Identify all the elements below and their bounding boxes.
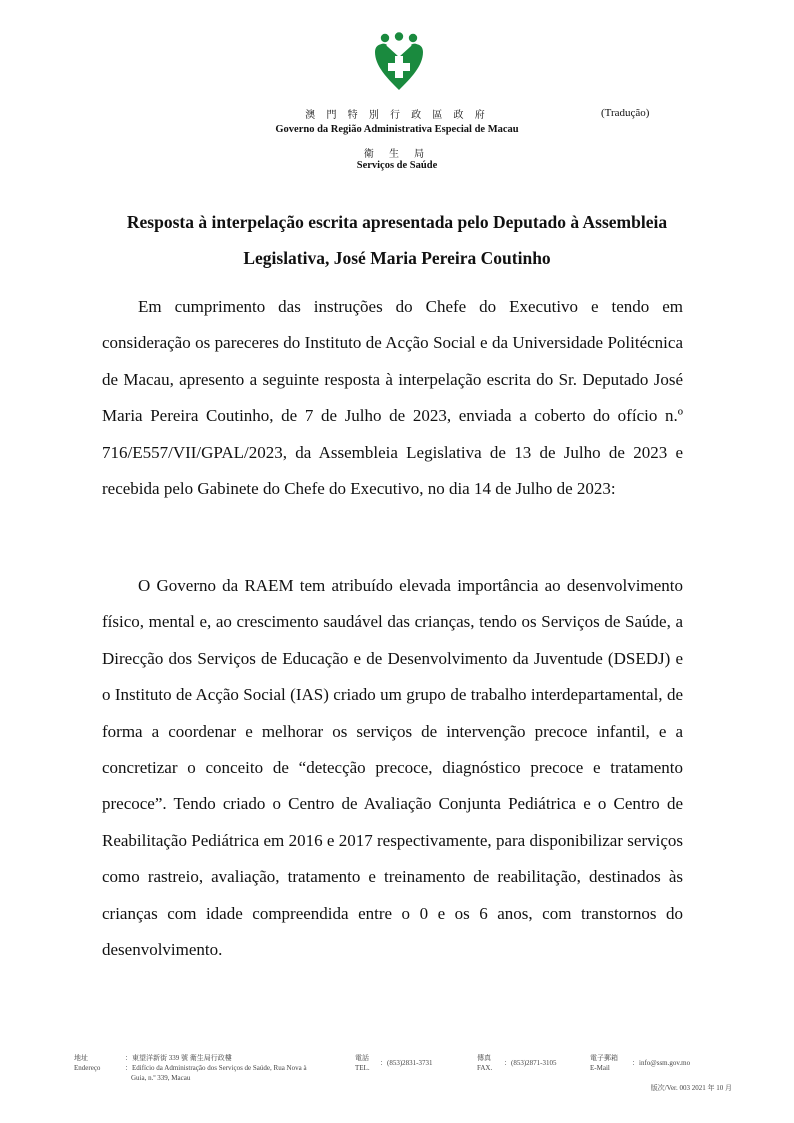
government-name-portuguese: Governo da Região Administrativa Especial de Macau xyxy=(275,124,519,135)
email-address[interactable]: ：info@ssm.gov.mo xyxy=(632,1059,691,1067)
paragraph-1: Em cumprimento das instruções do Chefe do Executivo e tendo em consideração os pareceres do Instituto de Acção Social e da Universidade Politécnica de Macau, apresento a seguinte resposta à interpelação escrita do Sr. Deputado José Maria Pereira Coutinho, de 7 de Julho de 2023, enviada a coberto do ofício n.º 716/E557/VII/GPAL/2023, da Assembleia Legislativa de 13 de Julho de 2023 e recebida pelo Gabinete do Chefe do Executivo, no dia 14 de Julho de 2023: xyxy=(102,297,683,499)
fax-number: ：(853)2871-3105 xyxy=(504,1059,557,1067)
government-name-chinese: 澳 門 特 別 行 政 區 政 府 xyxy=(305,110,489,121)
paragraph-2: O Governo da RAEM tem atribuído elevada importância ao desenvolvimento físico, mental e, ao crescimento saudável das crianças, tendo os Serviços de Saúde, a Direcção dos Serviços de Educação e de Desenvolvimento da Juventude (DSEDJ) e o Instituto de Acção Social (IAS) criado um grupo de trabalho interdepartamental, de forma a coordenar e melhorar os serviços de intervenção precoce infantil, e a concretizar o conceito de “detecção precoce, diagnóstico precoce e tratamento precoce”. Tendo criado o Centro de Avaliação Conjunta Pediátrica e o Centro de Reabilitação Pediátrica em 2016 e 2017 respectivamente, para disponibilizar serviços como rastreio, avaliação, tratamento e treinamento de reabilitação, destinados às crianças com idade compreendida entre o 0 e os 6 anos, com transtornos do desenvolvimento. xyxy=(102,576,683,960)
translation-note: (Tradução) xyxy=(601,107,650,119)
tel-label-chinese: 電話 xyxy=(355,1054,369,1062)
address-portuguese-line-1: ：Edifício da Administração dos Serviços de Saúde, Rua Nova à xyxy=(125,1064,307,1072)
email-label-portuguese: E-Mail xyxy=(590,1064,610,1072)
address-label-chinese: 地址 xyxy=(74,1054,88,1062)
address-portuguese-line-2: Guia, n.º 339, Macau xyxy=(131,1074,191,1082)
health-services-logo-icon xyxy=(371,32,427,92)
fax-label-portuguese: FAX. xyxy=(477,1064,493,1072)
document-title: Resposta à interpelação escrita apresentada pelo Deputado à Assembleia Legislativa, José Maria Pereira Coutinho xyxy=(126,212,668,268)
email-label-chinese: 電子郵箱 xyxy=(590,1054,618,1062)
fax-label-chinese: 傳真 xyxy=(477,1054,491,1062)
tel-label-portuguese: TEL. xyxy=(355,1064,370,1072)
document-version: 版次/Ver. 003 2021 年 10 月 xyxy=(650,1084,732,1092)
address-chinese: ：東望洋新街 339 號 衛生局行政樓 xyxy=(125,1054,232,1062)
tel-number: ：(853)2831-3731 xyxy=(380,1059,433,1067)
address-label-portuguese: Endereço xyxy=(74,1064,101,1072)
department-name-portuguese: Serviços de Saúde xyxy=(356,160,438,171)
department-name-chinese: 衛 生 局 xyxy=(363,149,431,160)
